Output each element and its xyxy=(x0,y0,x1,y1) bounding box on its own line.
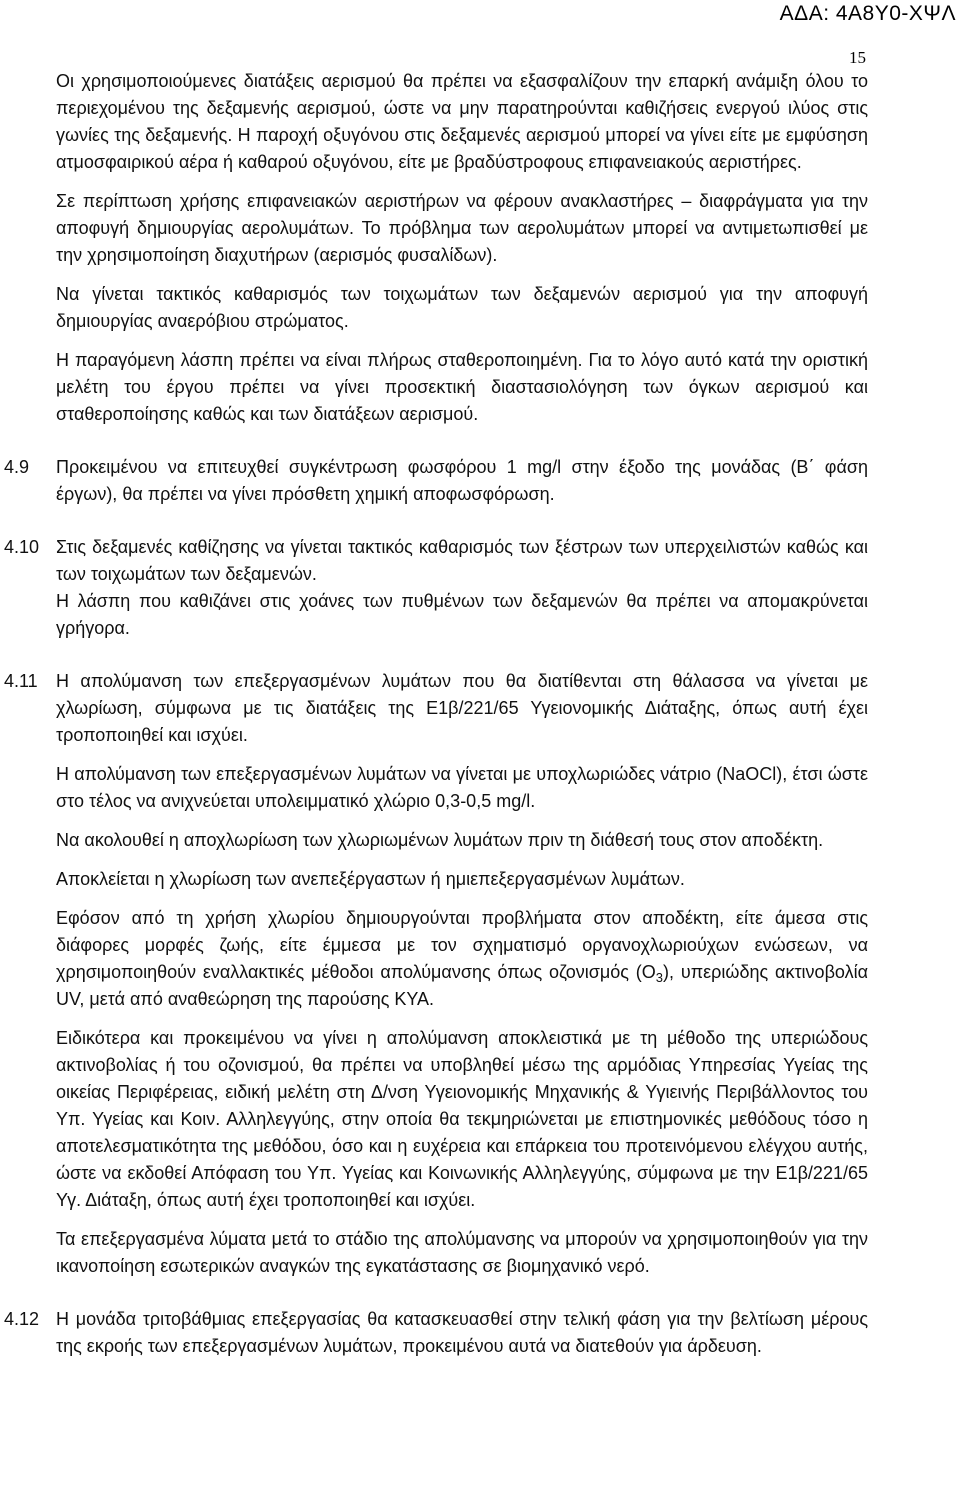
paragraph-line: Η λάσπη που καθιζάνει στις χοάνες των πυθμένων των δεξαμενών θα πρέπει να απομακρύνεται γρήγορα. xyxy=(56,591,868,638)
section-number: 4.9 xyxy=(4,457,30,477)
subscript: 3 xyxy=(655,970,664,985)
paragraph: Σε περίπτωση χρήσης επιφανειακών αεριστήρων να φέρουν ανακλαστήρες – διαφράγματα για την αποφυγή δημιουργίας αερολυμάτων. Το πρόβλημα των αερολυμάτων μπορεί να αντιμετωπισθεί με την χρησιμοποίηση διαχυτήρων (αερισμός φυσαλίδων). xyxy=(56,191,868,265)
section-number: 4.11 xyxy=(4,671,38,691)
paragraph: Να γίνεται τακτικός καθαρισμός των τοιχωμάτων των δεξαμενών αερισμού για την αποφυγή δημιουργίας αναερόβιου στρώματος. xyxy=(56,284,868,331)
paragraph xyxy=(56,905,868,1013)
section-number: 4.12 xyxy=(4,1309,40,1329)
text-run: Εφόσον από τη χρήση χλωρίου δημιουργούνται προβλήματα στον αποδέκτη, είτε άμεσα στις διάφορες μορφές ζωής, είτε έμμεσα με τον σχηματισμό οργανοχλωριούχων ενώσεων, να χρησιμοποιηθούν εναλλακτικές μέθοδοι απολύμανσης όπως οζονισμός (O xyxy=(56,908,868,982)
section-4-12 xyxy=(4,1306,868,1360)
paragraph: Η μονάδα τριτοβάθμιας επεξεργασίας θα κατασκευασθεί στην τελική φάση για την βελτίωση μέρους της εκροής των επεξεργασμένων λυμάτων, προκειμένου αυτά να διατεθούν για άρδευση. xyxy=(56,1309,868,1356)
paragraph: Αποκλείεται η χλωρίωση των ανεπεξέργαστων ή ημιεπεξεργασμένων λυμάτων. xyxy=(56,869,685,889)
paragraph: Η παραγόμενη λάσπη πρέπει να είναι πλήρως σταθεροποιημένη. Για το λόγο αυτό κατά την οριστική μελέτη του έργου πρέπει να γίνει προσεκτική διαστασιολόγηση των όγκων αερισμού και σταθεροποίησης καθώς και των διατάξεων αερισμού. xyxy=(56,350,868,424)
paragraph: Η απολύμανση των επεξεργασμένων λυμάτων που θα διατίθενται στη θάλασσα να γίνεται με χλωρίωση, σύμφωνα με τις διατάξεις της Ε1β/221/65 Υγειονομικής Διάταξης, όπως αυτή έχει τροποποιηθεί και ισχύει. xyxy=(56,671,868,745)
paragraph: Προκειμένου να επιτευχθεί συγκέντρωση φωσφόρου 1 mg/l στην έξοδο της μονάδας (Β΄ φάση έργων), θα πρέπει να γίνει πρόσθετη χημική αποφωσφόρωση. xyxy=(56,457,868,504)
section-4-9 xyxy=(4,454,868,508)
section-4-10 xyxy=(4,534,868,642)
paragraph: Οι χρησιμοποιούμενες διατάξεις αερισμού θα πρέπει να εξασφαλίζουν την επαρκή ανάμιξη όλου το περιεχομένου της δεξαμενής αερισμού, ώστε να μην παρατηρούνται καθιζήσεις ενεργού ιλύος στις γωνίες της δεξαμενής. Η παροχή οξυγόνου στις δεξαμενές αερισμού μπορεί να γίνει είτε με εμφύσηση ατμοσφαιρικού αέρα ή καθαρού οξυγόνου, είτε με βραδύστροφους επιφανειακούς αεριστήρες. xyxy=(56,71,868,172)
paragraph xyxy=(56,534,868,642)
paragraph: Η απολύμανση των επεξεργασμένων λυμάτων να γίνεται με υποχλωριώδες νάτριο (NaOCl), έτσι ώστε στο τέλος να ανιχνεύεται υπολειμματικό χλώριο 0,3-0,5 mg/l. xyxy=(56,764,868,811)
text-run: ), υπεριώδης ακτινοβολία UV, μετά από αναθεώρηση της παρούσης ΚΥΑ. xyxy=(56,962,868,1009)
paragraph: Τα επεξεργασμένα λύματα μετά το στάδιο της απολύμανσης να μπορούν να χρησιμοποιηθούν για την ικανοποίηση εσωτερικών αναγκών της εγκατάστασης σε βιομηχανικό νερό. xyxy=(56,1229,868,1276)
paragraph-line: Στις δεξαμενές καθίζησης να γίνεται τακτικός καθαρισμός των ξέστρων των υπερχειλιστών καθώς και των τοιχωμάτων των δεξαμενών. xyxy=(56,537,868,584)
section-4-11 xyxy=(4,668,868,1280)
page-number: 15 xyxy=(849,48,866,67)
ada-code: ΑΔΑ: 4Α8Υ0-ΧΨΛ xyxy=(779,2,956,25)
section-number: 4.10 xyxy=(4,537,40,557)
document-body xyxy=(4,68,868,1372)
paragraph: Ειδικότερα και προκειμένου να γίνει η απολύμανση αποκλειστικά με τη μέθοδο της υπεριώδους ακτινοβολίας ή του οζονισμού, θα πρέπει να υποβληθεί μέσω της αρμόδιας Υπηρεσίας Υγείας της οικείας Περιφέρειας, ειδική μελέτη στη Δ/νση Υγειονομικής Μηχανικής & Υγιεινής Περιβάλλοντος του Υπ. Υγείας και Κοιν. Αλληλεγγύης, στην οποία θα τεκμηριώνεται με επιστημονικές μεθόδους τόσο η αποτελεσματικότητα της μεθόδου, όσο και η ευχέρεια και επάρκεια του προτεινόμενου ελέγχου αυτής, ώστε να εκδοθεί Απόφαση του Υπ. Υγείας και Κοινωνικής Αλληλεγγύης, σύμφωνα με την Ε1β/221/65 Υγ. Διάταξη, όπως αυτή έχει τροποποιηθεί και ισχύει. xyxy=(56,1028,868,1210)
paragraph: Να ακολουθεί η αποχλωρίωση των χλωριωμένων λυμάτων πριν τη διάθεσή τους στον αποδέκτη. xyxy=(56,830,824,850)
